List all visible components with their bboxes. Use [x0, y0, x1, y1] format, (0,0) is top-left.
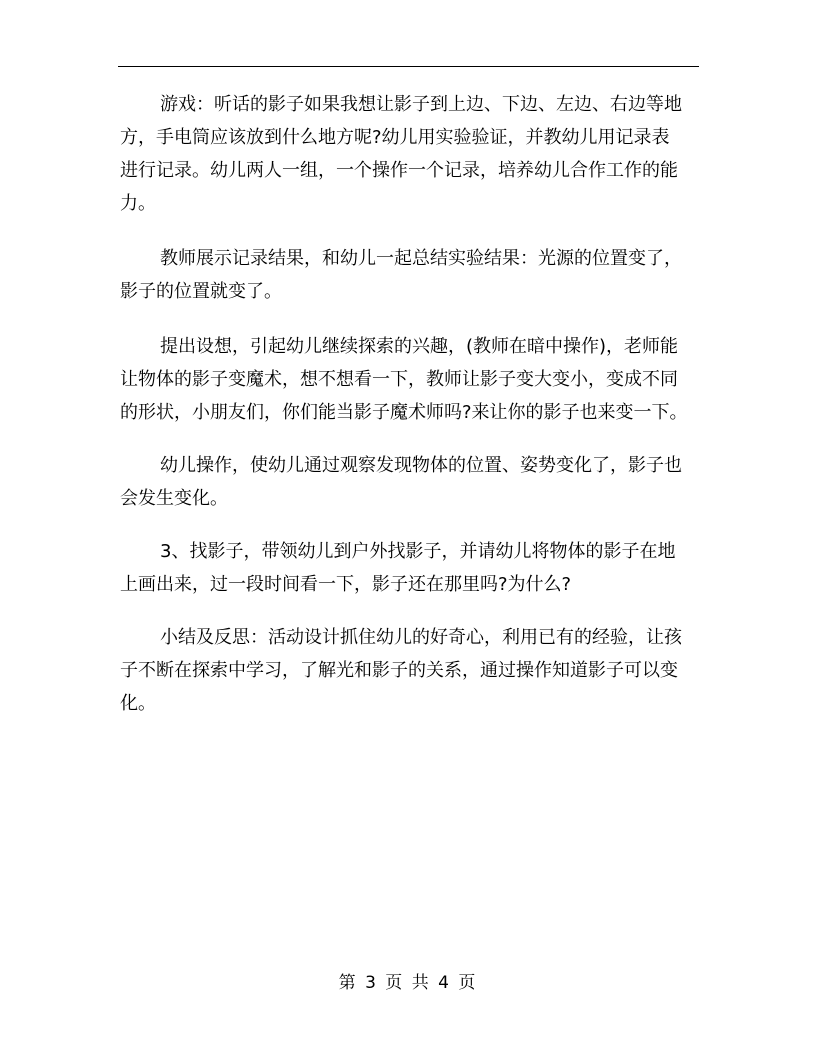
paragraph-line: 会发生变化。 — [120, 488, 228, 509]
paragraph-line: 进行记录。幼儿两人一组，一个操作一个记录，培养幼儿合作工作的能 — [120, 160, 678, 181]
paragraph-line: 教师展示记录结果，和幼儿一起总结实验结果：光源的位置变了， — [160, 248, 682, 269]
paragraph-line: 上画出来，过一段时间看一下，影子还在那里吗?为什么? — [120, 574, 572, 595]
paragraph-line: 3、找影子，带领幼儿到户外找影子，并请幼儿将物体的影子在地 — [160, 541, 676, 562]
paragraph-reflection — [120, 621, 710, 720]
paragraph-line: 子不断在探索中学习，了解光和影子的关系，通过操作知道影子可以变 — [120, 660, 678, 681]
paragraph-line: 游戏：听话的影子如果我想让影子到上边、下边、左边、右边等地 — [160, 94, 682, 115]
header-rule — [118, 66, 699, 67]
paragraph-magic-shadow — [120, 330, 710, 429]
paragraph-summary-results — [120, 242, 710, 308]
document-body — [120, 88, 710, 720]
paragraph-line: 幼儿操作，使幼儿通过观察发现物体的位置、姿势变化了，影子也 — [160, 455, 682, 476]
paragraph-line: 影子的位置就变了。 — [120, 281, 282, 302]
paragraph-line: 力。 — [120, 193, 156, 214]
paragraph-line: 让物体的影子变魔术，想不想看一下，教师让影子变大变小，变成不同 — [120, 369, 678, 390]
paragraph-find-shadow — [120, 535, 710, 601]
page-number-footer: 第 3 页 共 4 页 — [338, 973, 478, 993]
paragraph-line: 的形状，小朋友们，你们能当影子魔术师吗?来让你的影子也来变一下。 — [120, 402, 688, 423]
paragraph-line: 方，手电筒应该放到什么地方呢?幼儿用实验验证，并教幼儿用记录表 — [120, 127, 670, 148]
paragraph-line: 小结及反思：活动设计抓住幼儿的好奇心，利用已有的经验，让孩 — [160, 627, 682, 648]
paragraph-game — [120, 88, 710, 220]
paragraph-line: 化。 — [120, 693, 156, 714]
paragraph-line: 提出设想，引起幼儿继续探索的兴趣，(教师在暗中操作)，老师能 — [160, 336, 679, 357]
paragraph-child-operation — [120, 449, 710, 515]
